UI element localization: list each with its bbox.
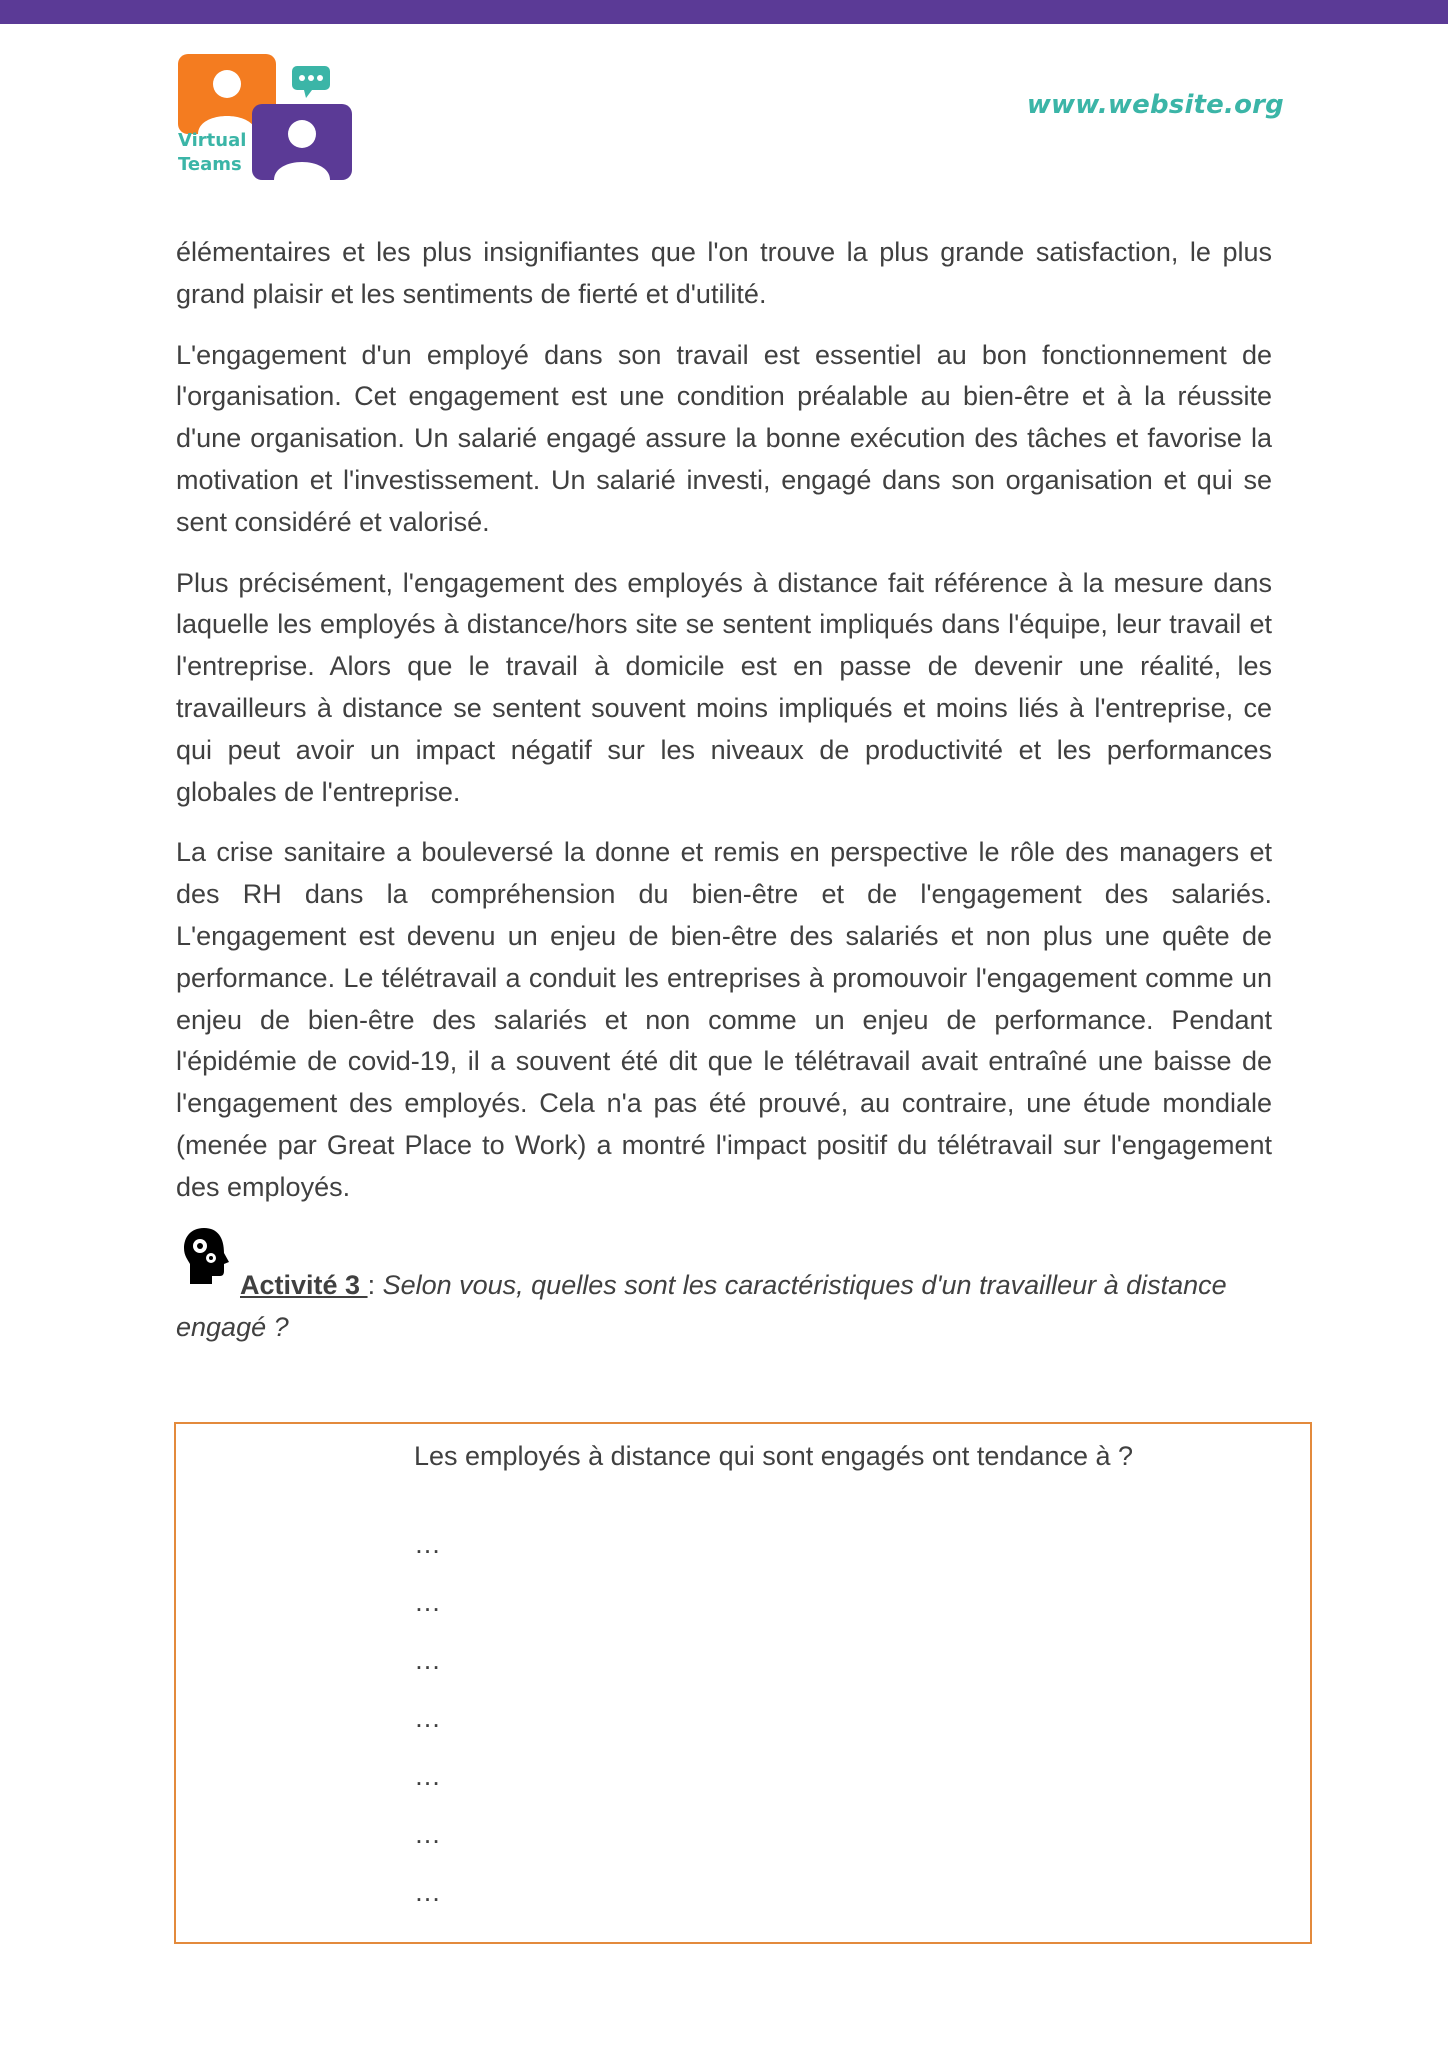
answer-prompt: Les employés à distance qui sont engagés ont tendance à ? <box>414 1441 1134 1471</box>
answer-line[interactable]: … <box>414 1529 441 1559</box>
paragraph: La crise sanitaire a bouleversé la donne et remis en perspective le rôle des managers et des RH dans la compréhension du bien-être et de l'engagement des salariés. L'engagement est devenu un enjeu de bien-être des salariés et non plus une quête de performance. Le télétravail a conduit les entreprises à promouvoir l'engagement comme un enjeu de bien-être des salariés et non comme un enjeu de performance. Pendant l'épidémie de covid-19, il a souvent été dit que le télétravail avait entraîné une baisse de l'engagement des employés. Cela n'a pas été prouvé, au contraire, une étude mondiale (menée par Great Place to Work) a montré l'impact positif du télétravail sur l'engagement des employés. <box>176 837 1272 1202</box>
logo-text-line2: Teams <box>178 154 242 175</box>
answer-box <box>174 1422 1312 1944</box>
activity-separator: : <box>367 1270 383 1300</box>
answer-line[interactable]: … <box>414 1645 441 1675</box>
logo-text-line1: Virtual <box>178 130 247 151</box>
top-color-bar <box>0 0 1448 24</box>
answer-line[interactable]: … <box>414 1587 441 1617</box>
activity-block <box>176 1226 1272 1348</box>
paragraph: élémentaires et les plus insignifiantes que l'on trouve la plus grande satisfaction, le plus grand plaisir et les sentiments de fierté et d'utilité. <box>176 237 1272 309</box>
activity-label: Activité 3 <box>240 1270 368 1300</box>
answer-line[interactable]: … <box>414 1703 441 1733</box>
answer-line[interactable]: … <box>414 1761 441 1791</box>
body-text <box>176 232 1272 1228</box>
answer-line[interactable]: … <box>414 1819 441 1849</box>
head-gears-icon <box>182 1226 230 1286</box>
answer-line[interactable]: … <box>414 1877 441 1907</box>
answer-list <box>414 1524 441 1930</box>
site-url[interactable]: www.website.org <box>1026 90 1284 120</box>
activity-question: Selon vous, quelles sont les caractéristiques d'un travailleur à distance engagé ? <box>176 1270 1227 1342</box>
virtual-teams-logo <box>176 52 356 182</box>
paragraph: Plus précisément, l'engagement des employés à distance fait référence à la mesure dans laquelle les employés à distance/hors site se sentent impliqués dans l'équipe, leur travail et l'entreprise. Alors que le travail à domicile est en passe de devenir une réalité, les travailleurs à distance se sentent souvent moins impliqués et moins liés à l'entreprise, ce qui peut avoir un impact négatif sur les niveaux de productivité et les performances globales de l'entreprise. <box>176 567 1272 807</box>
paragraph: L'engagement d'un employé dans son travail est essentiel au bon fonctionnement de l'organisation. Cet engagement est une condition préalable au bien-être et à la réussite d'une organisation. Un salarié engagé assure la bonne exécution des tâches et favorise la motivation et l'investissement. Un salarié investi, engagé dans son organisation et qui se sent considéré et valorisé. <box>176 339 1272 537</box>
